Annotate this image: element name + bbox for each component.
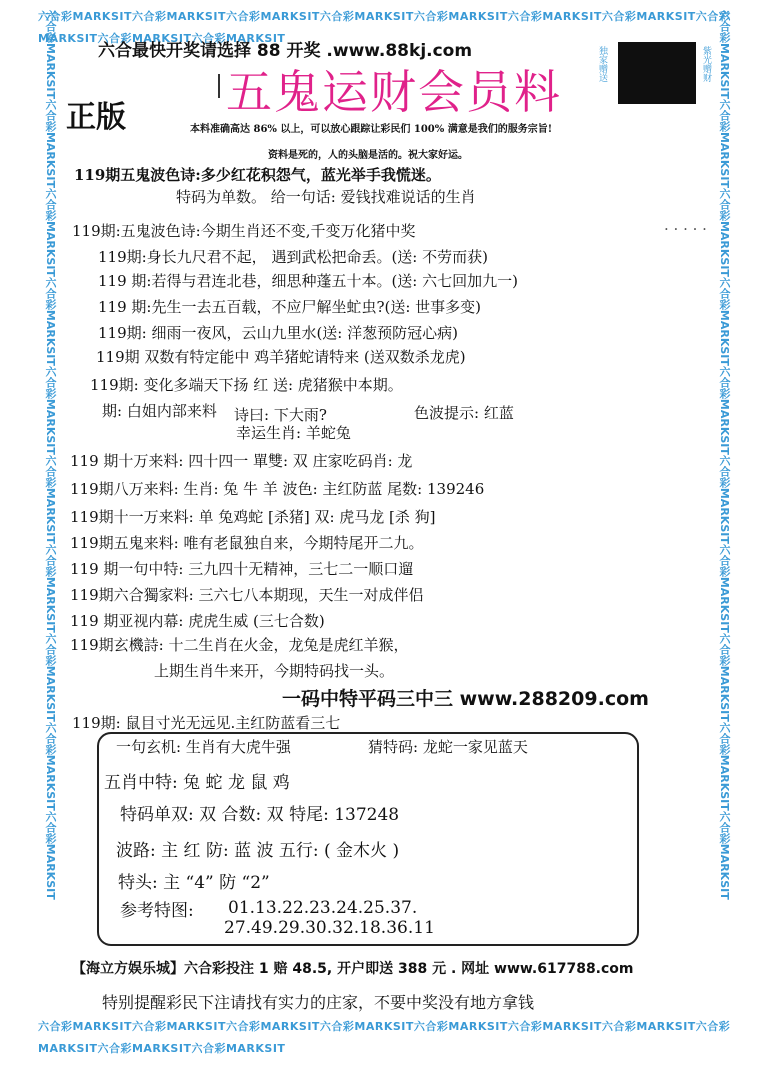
content-line: 119期六合獨家料: 三六七八本期现，天生一对成伴侣 — [70, 586, 424, 604]
frame-bottom: 六合彩MARKSIT六合彩MARKSIT六合彩MARKSIT六合彩MARKSIT六合彩MARKSIT六合彩MARKSIT六合彩MARKSIT六合彩MARKSIT六合彩MARKSIT六合彩MARKSIT — [38, 1020, 731, 1055]
box-line: 27.49.29.30.32.18.36.11 — [224, 918, 435, 938]
content-line: 119 期亚视内幕: 虎虎生威 (三七合数) — [70, 612, 325, 630]
content-line: 119期 双数有特定能中 鸡羊猪蛇请特来 (送双数杀龙虎) — [96, 348, 466, 366]
stamp-right-text: 紫光赠财 — [701, 46, 711, 82]
dots: · · · · · — [664, 220, 707, 238]
content-line: 119 期:若得与君连北巷，细思种蓬五十本。(送: 六七回加九一) — [98, 272, 518, 290]
content-line: 幸运生肖: 羊蛇兔 — [236, 424, 351, 442]
frame-right: 六合彩MARKSIT六合彩MARKSIT六合彩MARKSIT六合彩MARKSIT六合彩MARKSIT六合彩MARKSIT六合彩MARKSIT六合彩MARKSIT六合彩MARKSIT六合彩MARKSIT — [718, 10, 731, 900]
slogan-line-2: 资料是死的，人的头脑是活的。祝大家好运。 — [268, 150, 468, 161]
content-line: 119 期:先生一去五百载，不应尸解坐虻虫?(送: 世事多变) — [98, 298, 482, 316]
page-title: 五鬼运财会员料 — [226, 65, 562, 119]
footer-warning: 特别提醒彩民下注请找有实力的庄家，不要中奖没有地方拿钱 — [102, 993, 535, 1012]
content-line: 119期八万来料: 生肖: 兔 牛 羊 波色: 主红防蓝 尾数: 139246 — [70, 480, 485, 498]
stamp-black-block — [618, 42, 696, 104]
content-line: 119期:身长九尺君不起， 遇到武松把命丢。(送: 不劳而获) — [98, 248, 488, 266]
footer-ad: 【海立方娱乐城】六合彩投注 1 赔 48.5, 开户即送 388 元 . 网址 www.617788.com — [72, 961, 634, 977]
content-line: 119期五鬼来料: 唯有老鼠独自来，今期特尾开二九。 — [70, 534, 424, 552]
content-line: 119 期一句中特: 三九四十无精神，三七二一顺口遛 — [70, 560, 414, 578]
official-badge: 正版 — [66, 100, 126, 135]
box-line: 一句玄机: 生肖有大虎牛强 — [116, 738, 291, 756]
content-line: 诗曰: 下大雨? — [234, 406, 327, 424]
box-line: 参考特图: — [120, 901, 194, 921]
top-line: 六合最快开奖请选择 88 开奖 .www.88kj.com — [98, 41, 473, 61]
slogan-line-1: 本料准确高达 86% 以上，可以放心跟踪让彩民们 100% 满意是我们的服务宗旨! — [190, 124, 553, 135]
box-line: 特头: 主 “4” 防 “2” — [118, 873, 270, 893]
frame-top: 六合彩MARKSIT六合彩MARKSIT六合彩MARKSIT六合彩MARKSIT六合彩MARKSIT六合彩MARKSIT六合彩MARKSIT六合彩MARKSIT六合彩MARKSIT六合彩MARKSIT — [38, 10, 731, 45]
stamp-left-text: 独家赠送 — [597, 46, 607, 82]
content-line: 119期: 细雨一夜风，云山九里水(送: 洋葱预防冠心病) — [98, 324, 458, 342]
content-line: 119 期十万来料: 四十四一 單雙: 双 庄家吃码肖: 龙 — [70, 452, 413, 470]
content-line: 119期:五鬼波色诗:今期生肖还不变,千变万化猪中奖 — [72, 222, 416, 240]
content-line: 119期五鬼波色诗:多少红花积怨气，蓝光举手我慌迷。 — [74, 166, 441, 184]
content-line: 119期: 变化多端天下扬 红 送: 虎猪猴中本期。 — [90, 376, 403, 394]
box-line: 特码单双: 双 合数: 双 特尾: 137248 — [120, 805, 400, 825]
content-line: 特码为单数。 给一句话: 爱钱找难说话的生肖 — [176, 188, 476, 206]
content-line: 上期生肖牛来开，今期特码找一头。 — [154, 662, 395, 680]
content-line: 119期十一万来料: 单 兔鸡蛇 [杀猪] 双: 虎马龙 [杀 狗] — [70, 508, 436, 526]
box-line: 五肖中特: 兔 蛇 龙 鼠 鸡 — [104, 773, 290, 793]
mid-banner: 一码中特平码三中三 www.288209.com — [282, 688, 649, 710]
content-line: 色波提示: 红蓝 — [414, 404, 514, 422]
box-line: 波路: 主 红 防: 蓝 波 五行: ( 金木火 ) — [116, 841, 400, 861]
frame-left: 六合彩MARKSIT六合彩MARKSIT六合彩MARKSIT六合彩MARKSIT六合彩MARKSIT六合彩MARKSIT六合彩MARKSIT六合彩MARKSIT六合彩MARKSIT六合彩MARKSIT — [44, 10, 57, 900]
box-line: 01.13.22.23.24.25.37. — [228, 898, 418, 918]
content-line: 119期玄機詩: 十二生肖在火金，龙兔是虎红羊猴， — [70, 636, 409, 654]
title-divider — [218, 74, 220, 98]
content-line: 期: 白姐内部来料 — [102, 402, 217, 420]
box-line: 猜特码: 龙蛇一家见蓝天 — [368, 738, 528, 756]
content-line: 119期: 鼠目寸光无远见.主红防蓝看三七 — [72, 714, 341, 732]
